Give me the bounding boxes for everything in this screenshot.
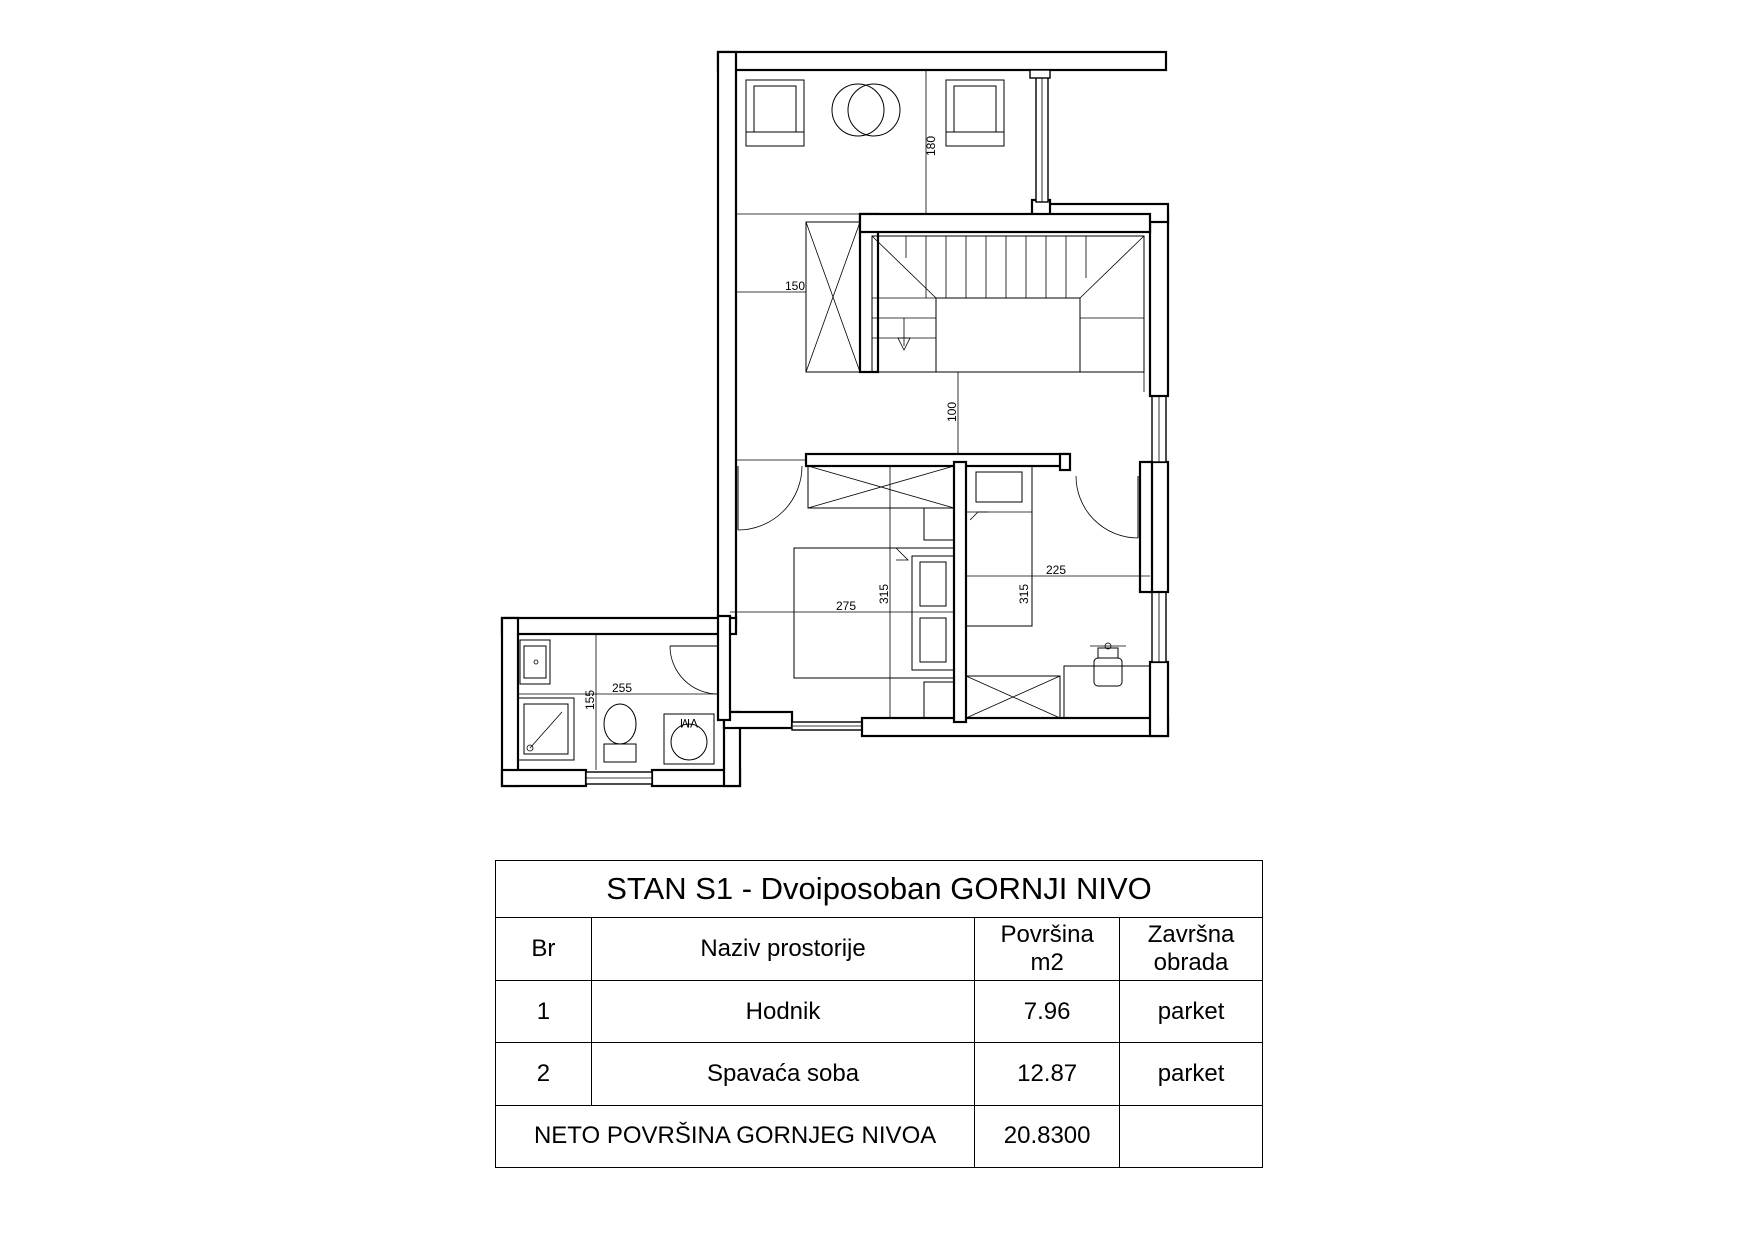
row-area: 7.96 [975,981,1120,1043]
nightstand-bottom [924,682,954,718]
room2-furniture [966,466,1150,718]
room-schedule-table [495,860,1263,1168]
wardrobe-2 [966,676,1060,718]
dim-room2-width: 225 [1046,563,1067,577]
total-finish [1120,1105,1263,1167]
dim-bedroom-width: 275 [836,599,857,613]
armchair-right [946,80,1004,146]
terrace-furniture [736,70,1032,214]
header-finish [1120,918,1263,981]
bathroom-fixtures [518,634,718,770]
room-schedule [495,860,1263,1168]
dim-hall-width-lower: 100 [945,401,959,422]
row-finish: parket [1120,981,1263,1043]
table-row [496,981,1263,1043]
bedroom-furniture [730,466,954,718]
washing-machine-label: VM [680,716,698,730]
exterior-walls [502,52,1168,786]
sink [520,640,550,684]
bathroom-window [586,772,652,784]
right-window-middle [1152,396,1166,462]
row-number: 2 [496,1043,592,1105]
stair-steps [872,236,1144,372]
dim-room2-depth: 315 [1017,583,1031,604]
washing-machine [664,714,714,764]
terrace-glazing [1030,70,1050,202]
header-finish-line2: obrada [1153,949,1229,976]
bedroom-door [738,466,802,530]
table-row [496,1043,1263,1105]
dim-hall-width-upper: 150 [785,279,806,293]
staircase [806,214,1150,392]
header-area-line1: Površina [1000,921,1094,948]
side-table [832,84,900,136]
armchair-left [746,80,804,146]
toilet [604,704,636,762]
schedule-header-row [496,918,1263,981]
total-area: 20.8300 [975,1105,1120,1167]
header-finish-line1: Završna [1147,921,1235,948]
schedule-title: STAN S1 - Dvoiposoban GORNJI NIVO [496,861,1263,918]
doors [670,466,1138,694]
header-area [975,918,1120,981]
header-number: Br [496,918,592,981]
right-window-lower [1152,592,1166,662]
row-area: 12.87 [975,1043,1120,1105]
total-row [496,1105,1263,1167]
shower [518,698,574,760]
dim-bedroom-depth: 315 [877,583,891,604]
dim-terrace-depth: 180 [924,135,938,156]
row-name: Spavaća soba [591,1043,974,1105]
double-bed [794,548,954,678]
wardrobe [808,466,954,508]
dim-bathroom-width: 255 [612,681,633,695]
dim-bathroom-depth: 155 [583,689,597,710]
row-name: Hodnik [591,981,974,1043]
nightstand-top [924,508,954,540]
header-area-line2: m2 [1030,949,1064,976]
header-name: Naziv prostorije [591,918,974,981]
room2-door [1076,476,1138,538]
office-chair [1090,643,1126,686]
storage-box [806,222,860,372]
row-number: 1 [496,981,592,1043]
row-finish: parket [1120,1043,1263,1105]
bathroom-door [670,646,718,694]
total-label: NETO POVRŠINA GORNJEG NIVOA [496,1105,975,1167]
desk [1064,666,1150,718]
